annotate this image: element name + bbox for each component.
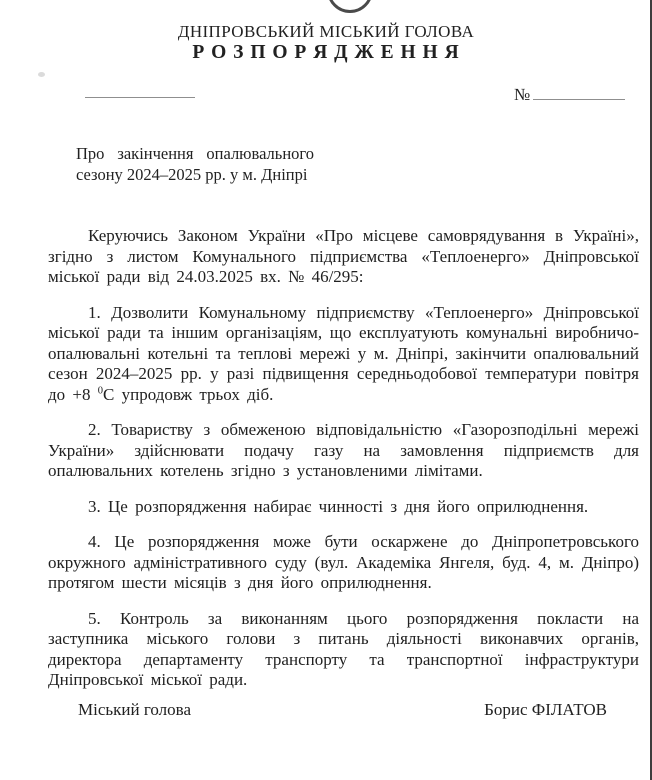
preamble-paragraph: Керуючись Законом України «Про місцеве самоврядування в Україні», згідно з листом Комунального підприємства «Теплоенерго» Дніпровської міської ради від 24.03.2025 вх. № 46/295: xyxy=(48,226,639,286)
scan-speck xyxy=(38,72,45,77)
document-body xyxy=(48,226,639,706)
org-name-heading: ДНІПРОВСЬКИЙ МІСЬКИЙ ГОЛОВА xyxy=(177,22,475,41)
order-item-5: 5. Контроль за виконанням цього розпорядження покласти на заступника міського голови з питань діяльності виконавчих органів, директора департаменту транспорту та транспортної інфраструктури Дніпровської міської ради. xyxy=(48,608,639,689)
number-field xyxy=(514,85,625,105)
date-blank-line xyxy=(85,97,195,98)
signature-row xyxy=(78,700,607,720)
number-blank-line xyxy=(533,85,625,100)
signature-position: Міський голова xyxy=(78,700,191,719)
order-item-4: 4. Це розпорядження може бути оскаржене до Дніпропетровського окружного адміністративного суду (вул. Академіка Янгеля, буд. 4, м. Дніпро) протягом шести місяців з дня його оприлюднення. xyxy=(48,532,639,592)
seal-bottom-arc-icon xyxy=(327,0,373,13)
signature-name: Борис ФІЛАТОВ xyxy=(484,700,607,719)
doc-type-heading: Р О З П О Р Я Д Ж Е Н Н Я xyxy=(192,42,460,63)
order-item-3: 3. Це розпорядження набирає чинності з дня його оприлюднення. xyxy=(88,496,589,516)
order-item-2: 2. Товариству з обмеженою відповідальністю «Газорозподільні мережі України» здійснювати подачу газу на замовлення підприємств для опалювальних котелень згідно з установленими лімітами. xyxy=(48,420,639,480)
order-item-1 xyxy=(48,303,639,406)
degree-superscript: 0 xyxy=(97,384,104,396)
number-label: № xyxy=(514,85,531,104)
order-item-1-tail: С упродовж трьох діб. xyxy=(103,384,274,404)
order-item-1-text: 1. Дозволити Комунальному підприємству «Теплоенерго» Дніпровської міської ради та іншим організаціям, що експлуатують комунальні виробничо-опалювальні котельні та теплові мережі у м. Дніпрі, закінчити опалювальний сезон 2024–2025 рр. у разі підвищення середньодобової температури повітря до +8 xyxy=(48,302,639,404)
subject-text: Про закінчення опалювального сезону 2024–2025 рр. у м. Дніпрі xyxy=(76,144,314,184)
